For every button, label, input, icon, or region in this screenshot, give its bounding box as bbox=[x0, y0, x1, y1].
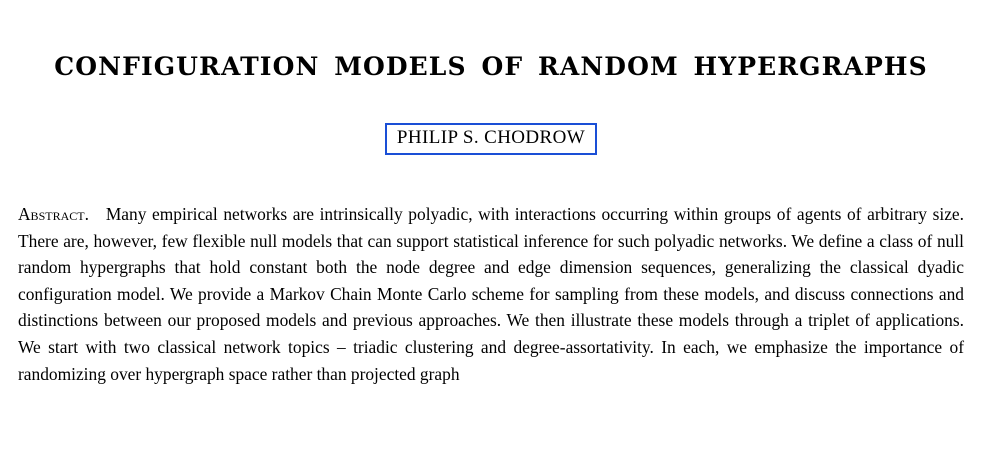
abstract-section bbox=[16, 201, 966, 387]
author-name: PHILIP S. CHODROW bbox=[396, 127, 586, 148]
abstract-label: Abstract. bbox=[18, 203, 89, 224]
author-highlight-box[interactable] bbox=[385, 123, 597, 155]
abstract-text: Many empirical networks are intrinsically polyadic, with interactions occurring within groups of agents of arbitrary size. There are, however, few flexible null models that can support statistical inference for such polyadic networks. We define a class of null random hypergraphs that hold constant both the node degree and edge dimension sequences, generalizing the classical dyadic configuration model. We provide a Markov Chain Monte Carlo scheme for sampling from these models, and discuss connections and distinctions between our proposed models and previous approaches. We then illustrate these models through a triplet of applications. We start with two classical network topics – triadic clustering and degree-assortativity. In each, we emphasize the importance of randomizing over hypergraph space rather than projected graph bbox=[18, 203, 964, 384]
author-block bbox=[16, 123, 966, 155]
page-title: CONFIGURATION MODELS OF RANDOM HYPERGRAPHS bbox=[54, 52, 928, 81]
